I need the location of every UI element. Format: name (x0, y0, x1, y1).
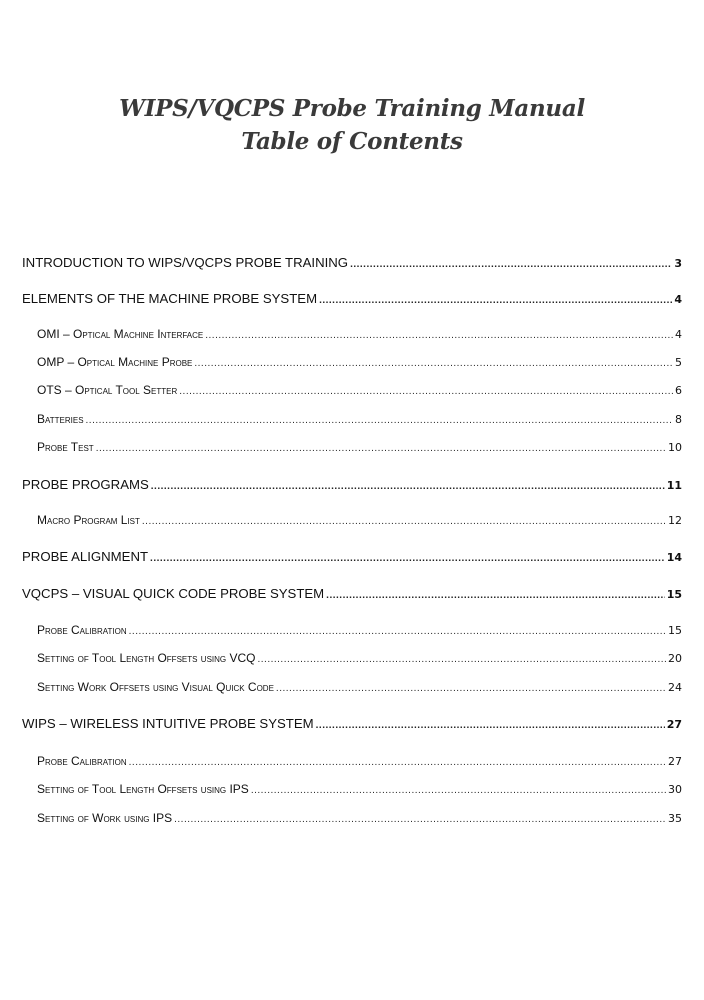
leader-dots (129, 626, 666, 637)
toc-entry-label: INTRODUCTION TO WIPS/VQCPS PROBE TRAINING (22, 255, 349, 270)
toc-entry[interactable] (22, 651, 682, 665)
leader-dots (151, 481, 665, 492)
toc-entry[interactable] (22, 549, 682, 564)
toc-page-number: 11 (666, 479, 682, 492)
toc-entry[interactable] (22, 383, 682, 397)
toc-entry-label: Probe Calibration (37, 754, 127, 768)
document-title (0, 92, 704, 158)
toc-entry[interactable] (22, 680, 682, 694)
leader-dots (205, 330, 673, 341)
title-line-1: WIPS/VQCPS Probe Training Manual (119, 95, 585, 122)
toc-entry-label: Macro Program List (37, 513, 140, 527)
leader-dots (142, 516, 666, 527)
toc-page-number: 8 (675, 413, 682, 426)
toc-page-number: 4 (675, 328, 682, 341)
toc-page-number: 27 (668, 755, 682, 768)
toc-entry[interactable] (22, 586, 682, 601)
toc-entry[interactable] (22, 291, 682, 306)
toc-page-number: 14 (666, 551, 682, 564)
toc-entry-label: Setting of Tool Length Offsets using IPS (37, 782, 249, 796)
toc-page-number: 10 (668, 441, 682, 454)
toc-page-number: 27 (666, 718, 682, 731)
toc-entry-label: Batteries (37, 412, 84, 426)
toc-entry[interactable] (22, 440, 682, 454)
toc-page-number: 35 (668, 812, 682, 825)
toc-entry[interactable] (22, 255, 682, 270)
leader-dots (150, 553, 665, 564)
toc-page-number: 15 (668, 624, 682, 637)
toc-page-number: 24 (668, 681, 682, 694)
toc-entry-label: WIPS – WIRELESS INTUITIVE PROBE SYSTEM (22, 716, 314, 731)
toc-entry-label: Setting of Work using IPS (37, 811, 173, 825)
toc-entry-label: PROBE PROGRAMS (22, 477, 149, 492)
toc-entry[interactable] (22, 811, 682, 825)
toc-page-number: 20 (668, 652, 682, 665)
toc-page-number: 5 (675, 356, 682, 369)
toc-entry-label: ELEMENTS OF THE MACHINE PROBE SYSTEM (22, 291, 318, 306)
leader-dots (251, 785, 666, 796)
toc-entry-label: VQCPS – VISUAL QUICK CODE PROBE SYSTEM (22, 586, 325, 601)
leader-dots (86, 415, 673, 426)
leader-dots (276, 683, 666, 694)
toc-entry[interactable] (22, 623, 682, 637)
toc-entry[interactable] (22, 782, 682, 796)
leader-dots (316, 720, 665, 731)
toc-page-number: 30 (668, 783, 682, 796)
leader-dots (194, 358, 673, 369)
toc-entry-label: Setting Work Offsets using Visual Quick Code (37, 680, 274, 694)
leader-dots (326, 590, 665, 601)
toc-entry-label: Probe Test (37, 440, 94, 454)
toc-page-number: 15 (666, 588, 682, 601)
toc-entry[interactable] (22, 412, 682, 426)
leader-dots (174, 814, 666, 825)
toc-entry-label: Probe Calibration (37, 623, 127, 637)
toc-entry-label: PROBE ALIGNMENT (22, 549, 149, 564)
toc-entry-label: OTS – Optical Tool Setter (37, 383, 178, 397)
leader-dots (129, 757, 666, 768)
leader-dots (179, 386, 673, 397)
leader-dots (319, 295, 672, 306)
toc-entry[interactable] (22, 513, 682, 527)
toc-page-number: 3 (674, 257, 682, 270)
toc-entry[interactable] (22, 477, 682, 492)
title-line-2: Table of Contents (241, 128, 463, 155)
toc-entry-label: Setting of Tool Length Offsets using VCQ (37, 651, 256, 665)
toc-entry-label: OMP – Optical Machine Probe (37, 355, 193, 369)
toc-entry[interactable] (22, 327, 682, 341)
leader-dots (257, 654, 666, 665)
toc-page-number: 4 (674, 293, 682, 306)
toc-entry-label: OMI – Optical Machine Interface (37, 327, 204, 341)
leader-dots (96, 443, 666, 454)
toc-entry[interactable] (22, 716, 682, 731)
toc-entry[interactable] (22, 355, 682, 369)
toc-entry[interactable] (22, 754, 682, 768)
toc-page-number: 12 (668, 514, 682, 527)
leader-dots (350, 259, 672, 270)
toc-page-number: 6 (675, 384, 682, 397)
